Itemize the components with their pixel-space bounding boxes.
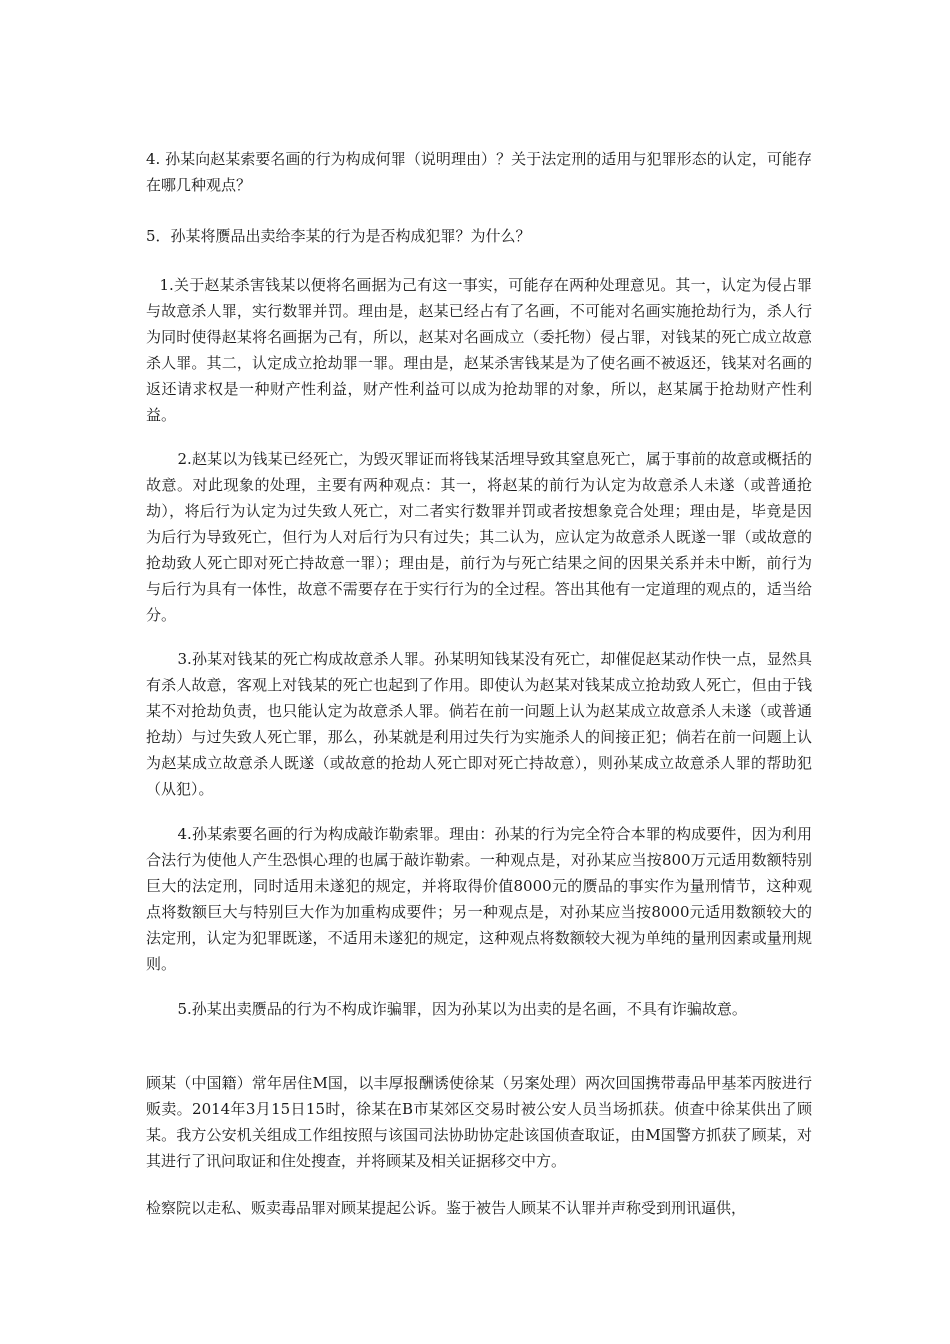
answer-1: 1.关于赵某杀害钱某以便将名画据为己有这一事实，可能存在两种处理意见。其一，认定为侵占罪与故意杀人罪，实行数罪并罚。理由是，赵某已经占有了名画，不可能对名画实施抢劫行为，杀人行为同时使得赵某将名画据为己有，所以，赵某对名画成立（委托物）侵占罪，对钱某的死亡成立故意杀人罪。其二，认定成立抢劫罪一罪。理由是，赵某杀害钱某是为了使名画不被返还，钱某对名画的返还请求权是一种财产性利益，财产性利益可以成为抢劫罪的对象，所以，赵某属于抢劫财产性利益。 [146,276,812,424]
case-prosecution: 检察院以走私、贩卖毒品罪对顾某提起公诉。鉴于被告人顾某不认罪并声称受到刑讯逼供， [146,1199,747,1217]
answer-3: 3.孙某对钱某的死亡构成故意杀人罪。孙某明知钱某没有死亡，却催促赵某动作快一点，显然具有杀人故意，客观上对钱某的死亡也起到了作用。即使认为赵某对钱某成立抢劫致人死亡，但由于钱某不对抢劫负责，也只能认定为故意杀人罪。倘若在前一问题上认为赵某成立故意杀人未遂（或普通抢劫）与过失致人死亡罪，那么，孙某就是利用过失行为实施杀人的间接正犯；倘若在前一问题上认为赵某成立故意杀人既遂（或故意的抢劫人死亡即对死亡持故意），则孙某成立故意杀人罪的帮助犯（从犯）。 [146,650,812,798]
answer-4: 4.孙某索要名画的行为构成敲诈勒索罪。理由：孙某的行为完全符合本罪的构成要件，因为利用合法行为使他人产生恐惧心理的也属于敲诈勒索。一种观点是，对孙某应当按800万元适用数额特别巨大的法定刑，同时适用未遂犯的规定，并将取得价值8000元的赝品的事实作为量刑情节，这种观点将数额巨大与特别巨大作为加重构成要件；另一种观点是，对孙某应当按8000元适用数额较大的法定刑，认定为犯罪既遂，不适用未遂犯的规定，这种观点将数额较大视为单纯的量刑因素或量刑规则。 [146,825,812,973]
case-description: 顾某（中国籍）常年居住M国，以丰厚报酬诱使徐某（另案处理）两次回国携带毒品甲基苯丙胺进行贩卖。2014年3月15日15时，徐某在B市某郊区交易时被公安人员当场抓获。侦查中徐某供出了顾某。我方公安机关组成工作组按照与该国司法协助协定赴该国侦查取证，由M国警方抓获了顾某，对其进行了讯问取证和住处搜查，并将顾某及相关证据移交中方。 [146,1074,812,1170]
question-5: 5．孙某将赝品出卖给李某的行为是否构成犯罪？为什么？ [146,227,531,245]
answer-5: 5.孙某出卖赝品的行为不构成诈骗罪，因为孙某以为出卖的是名画，不具有诈骗故意。 [177,1000,747,1018]
question-4: 4. 孙某向赵某索要名画的行为构成何罪（说明理由）？关于法定刑的适用与犯罪形态的认定，可能存在哪几种观点？ [146,150,812,194]
answer-2: 2.赵某以为钱某已经死亡，为毁灭罪证而将钱某活埋导致其窒息死亡，属于事前的故意或概括的故意。对此现象的处理，主要有两种观点：其一，将赵某的前行为认定为故意杀人未遂（或普通抢劫），将后行为认定为过失致人死亡，对二者实行数罪并罚或者按想象竞合处理；理由是，毕竟是因为后行为导致死亡，但行为人对后行为只有过失；其二认为，应认定为故意杀人既遂一罪（或故意的抢劫致人死亡即对死亡持故意一罪）；理由是，前行为与死亡结果之间的因果关系并未中断，前行为与后行为具有一体性，故意不需要存在于实行行为的全过程。答出其他有一定道理的观点的，适当给分。 [146,450,812,624]
